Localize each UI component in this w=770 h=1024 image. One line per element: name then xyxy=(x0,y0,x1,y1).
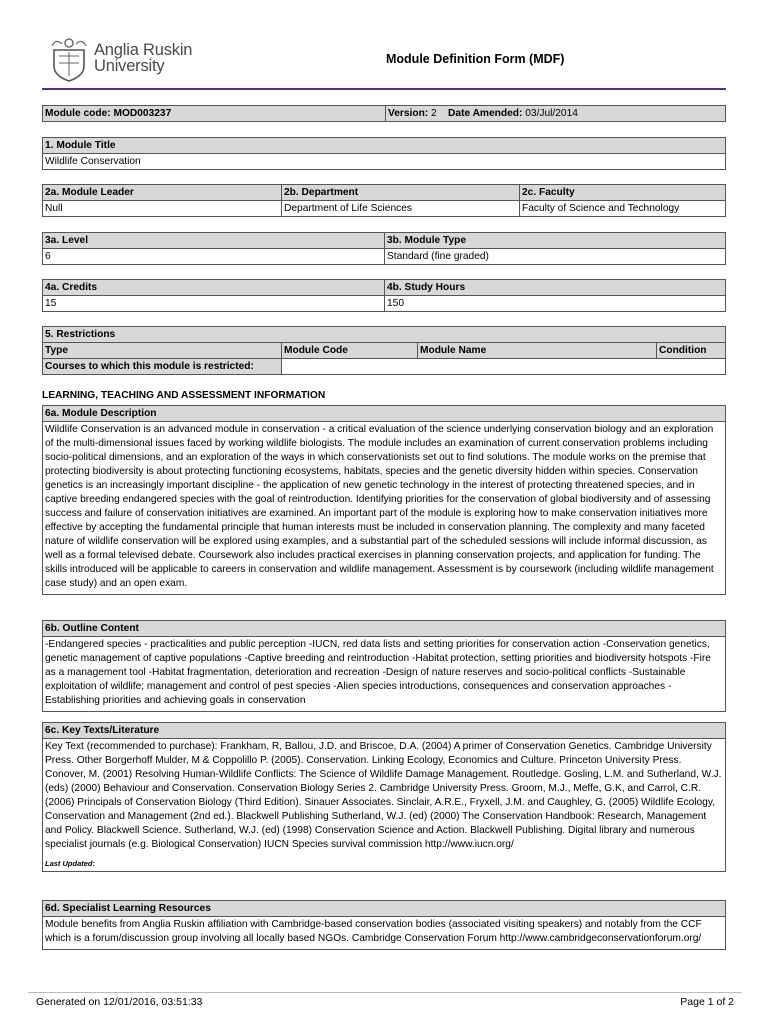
faculty-label: 2c. Faculty xyxy=(520,184,726,201)
date-amended-label: Date Amended: xyxy=(448,108,523,119)
page-number: Page 1 of 2 xyxy=(680,996,734,1008)
faculty-value: Faculty of Science and Technology xyxy=(520,201,726,217)
restrictions-label: 5. Restrictions xyxy=(42,326,726,343)
version-date-cell xyxy=(386,105,726,122)
level-table xyxy=(42,232,726,265)
restrictions-table xyxy=(42,326,726,375)
learning-resources-label: 6d. Specialist Learning Resources xyxy=(42,900,726,917)
department-label: 2b. Department xyxy=(282,184,520,201)
outline-content-table xyxy=(42,620,726,712)
restrictions-col-type: Type xyxy=(42,343,282,359)
restrictions-row-value xyxy=(282,359,726,375)
last-updated-label: Last Updated: xyxy=(42,855,726,872)
module-description-text: Wildlife Conservation is an advanced module in conservation - a critical evaluation of the science underlying conservation biology and an exploration of the multi-dimensional issues faced by working wildlife biologists. The module includes an examination of current conservation problems including socio-political dimensions, and an exploration of the ways in which conservationists set out to find solutions. The module works on the premise that protecting biodiversity is about protecting functioning ecosystems, habitats, species and the genetic diversity hidden within species. Conservation genetics is an increasingly important discipline - the application of new genetic technology in the interest of protecting threatened species, and in captive breeding endangered species with the goal of reintroduction. Identifying priorities for the conservation of global biodiversity and of assessing success and failure of conservation initiatives are examined. An important part of the module is exploring how to make conservation initiatives more effective by accepting the fundamental principle that human interests must be included in conservation planning. The complexity and many faceted nature of wildlife conservation will be explored using examples, and a substantial part of the scheduled sessions will include informal discussion, as well as a formal televised debate. Coursework also includes practical exercises in planning conservation projects, and application for funding. The skills introduced will be applicable to careers in conservation and wildlife management. Assessment is by coursework (including wildlife management case study) and an open exam. xyxy=(42,422,726,595)
key-texts-label: 6c. Key Texts/Literature xyxy=(42,722,726,739)
module-type-value: Standard (fine graded) xyxy=(385,249,726,265)
version-value: 2 xyxy=(431,108,437,119)
department-value: Department of Life Sciences xyxy=(282,201,520,217)
module-description-table xyxy=(42,405,726,595)
restrictions-col-module-code: Module Code xyxy=(282,343,418,359)
logo-line1: Anglia Ruskin xyxy=(94,41,193,59)
module-title-value: Wildlife Conservation xyxy=(42,154,726,170)
restrictions-col-module-name: Module Name xyxy=(418,343,657,359)
form-title: Module Definition Form (MDF) xyxy=(386,52,565,66)
footer-divider xyxy=(28,992,742,993)
level-value: 6 xyxy=(42,249,385,265)
key-texts-text: Key Text (recommended to purchase): Frankham, R, Ballou, J.D. and Briscoe, D.A. (2004) A primer of Conservation Genetics. Cambridge University Press. Other Borgerhoff Mulder, M & Coppolillo P. (2005). Conservation. Linking Ecology, Economics and Culture. Princeton University Press. Conover, M. (2001) Resolving Human-Wildlife Conflicts: The Science of Wildlife Damage Management. Routledge. Gosling, L.M. and Sutherland, W.J. (eds) (2000) Behaviour and Conservation. Conservation Biology Series 2. Cambridge University Press. Groom, M.J., Meffe, G.K, and Carrol, C.R. (2006) Principals of Conservation Biology (Third Edition). Sinauer Associates. Sinclair, A.R.E., Fryxell, J.M. and Caughley, G. (2005) Wildlife Ecology, Conservation and Management (2nd ed.). Blackwell Publishing Sutherland, W.J. (ed) (2000) The Conservation Handbook: Research, Management and Policy. Blackwell Science. Sutherland, W.J. (ed) (1998) Conservation Science and Action. Blackwell Publishing. Digital library and numerous specialist journals (e.g. Biological Conservation) IUCN Species survival commission http://www.iucn.org/ xyxy=(42,739,726,855)
module-meta-table xyxy=(42,105,726,122)
learning-resources-text: Module benefits from Anglia Ruskin affiliation with Cambridge-based conservation bodies (associated visiting speakers) and notably from the CCF which is a forum/discussion group involving all locally based NGOs. Cambridge Conservation Forum http://www.cambridgeconservationforum.org/ xyxy=(42,917,726,950)
credits-label: 4a. Credits xyxy=(42,279,385,296)
outline-content-text: -Endangered species - practicalities and public perception -IUCN, red data lists and setting priorities for conservation action -Conservation genetics, genetic management of captive populations -Captive breeding and reintroduction -Habitat protection, setting priorities and biodiversity hotspots -Fire as a management tool -Habitat fragmentation, deterioration and recreation -Design of nature reserves and socio-political conflicts -Sustainable exploitation of wildlife; management and control of pest species -Alien species introductions, consequences and conservation approaches -Establishing priorities and achieving goals in conservation xyxy=(42,637,726,712)
module-title-table xyxy=(42,137,726,170)
date-amended-value: 03/Jul/2014 xyxy=(525,108,578,119)
module-leader-value: Null xyxy=(42,201,282,217)
outline-content-label: 6b. Outline Content xyxy=(42,620,726,637)
crest-icon xyxy=(50,36,88,82)
learning-resources-table xyxy=(42,900,726,950)
restrictions-col-condition: Condition xyxy=(657,343,726,359)
header-divider xyxy=(42,88,726,90)
credits-table xyxy=(42,279,726,312)
logo-line2: University xyxy=(94,57,165,75)
university-logo xyxy=(50,36,210,84)
module-title-label: 1. Module Title xyxy=(42,137,726,154)
module-leader-label: 2a. Module Leader xyxy=(42,184,282,201)
module-code: Module code: MOD003237 xyxy=(42,105,386,122)
version-label: Version: xyxy=(388,108,429,119)
key-texts-table xyxy=(42,722,726,872)
module-type-label: 3b. Module Type xyxy=(385,232,726,249)
level-label: 3a. Level xyxy=(42,232,385,249)
restrictions-row-label: Courses to which this module is restricted: xyxy=(42,359,282,375)
module-leader-table xyxy=(42,184,726,217)
generated-on: Generated on 12/01/2016, 03:51:33 xyxy=(36,996,203,1008)
credits-value: 15 xyxy=(42,296,385,312)
lta-heading: LEARNING, TEACHING AND ASSESSMENT INFORMATION xyxy=(42,390,326,401)
study-hours-value: 150 xyxy=(385,296,726,312)
study-hours-label: 4b. Study Hours xyxy=(385,279,726,296)
module-description-label: 6a. Module Description xyxy=(42,405,726,422)
